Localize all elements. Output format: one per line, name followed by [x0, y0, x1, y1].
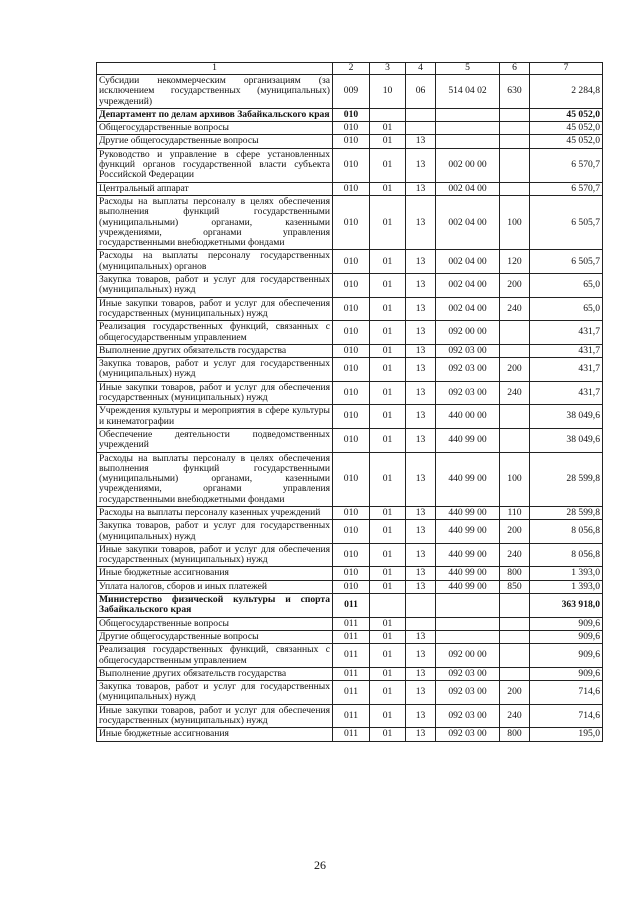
- section-code-cell: 10: [370, 75, 406, 109]
- target-article-cell: 440 99 00: [436, 520, 500, 544]
- target-article-cell: [436, 108, 500, 121]
- table-row: [97, 250, 603, 274]
- target-article-cell: 092 03 00: [436, 381, 500, 405]
- amount-cell: 8 056,8: [530, 520, 603, 544]
- expense-type-cell: 200: [500, 274, 530, 298]
- amount-cell: 38 049,6: [530, 405, 603, 429]
- target-article-cell: 092 03 00: [436, 704, 500, 728]
- target-article-cell: [436, 135, 500, 148]
- section-code-cell: 01: [370, 681, 406, 705]
- expense-type-cell: [500, 405, 530, 429]
- expense-type-cell: 800: [500, 567, 530, 580]
- table-row: [97, 381, 603, 405]
- amount-cell: 909,6: [530, 644, 603, 668]
- table-row: [97, 704, 603, 728]
- item-name-cell: Расходы на выплаты персоналу в целях обеспечения выполнения функций государственными (муниципальными) органами, казенными учреждениями, органами управления государственными внебюджетными фондами: [97, 195, 333, 249]
- target-article-cell: 002 04 00: [436, 274, 500, 298]
- target-article-cell: [436, 122, 500, 135]
- item-name-cell: Общегосударственные вопросы: [97, 122, 333, 135]
- section-code-cell: 01: [370, 321, 406, 345]
- subsection-code-cell: 13: [406, 182, 436, 195]
- amount-cell: 195,0: [530, 728, 603, 741]
- amount-cell: 28 599,8: [530, 506, 603, 519]
- subsection-code-cell: 13: [406, 644, 436, 668]
- amount-cell: 65,0: [530, 274, 603, 298]
- expense-type-cell: 850: [500, 580, 530, 593]
- amount-cell: 45 052,0: [530, 108, 603, 121]
- table-body: [97, 75, 603, 742]
- expense-type-cell: [500, 182, 530, 195]
- expense-type-cell: [500, 667, 530, 680]
- expense-type-cell: [500, 594, 530, 618]
- target-article-cell: 440 00 00: [436, 405, 500, 429]
- item-name-cell: Реализация государственных функций, связанных с общегосударственным управлением: [97, 644, 333, 668]
- item-name-cell: Закупка товаров, работ и услуг для государственных (муниципальных) нужд: [97, 358, 333, 382]
- amount-cell: 45 052,0: [530, 135, 603, 148]
- column-header: 4: [406, 63, 436, 75]
- ministry-code-cell: 010: [333, 108, 370, 121]
- ministry-code-cell: 011: [333, 630, 370, 643]
- budget-table: [96, 62, 603, 742]
- ministry-code-cell: 010: [333, 195, 370, 249]
- table-row: [97, 630, 603, 643]
- table-row: [97, 344, 603, 357]
- ministry-code-cell: 010: [333, 148, 370, 182]
- amount-cell: 6 505,7: [530, 250, 603, 274]
- subsection-code-cell: [406, 594, 436, 618]
- section-code-cell: 01: [370, 567, 406, 580]
- amount-cell: 714,6: [530, 704, 603, 728]
- amount-cell: 1 393,0: [530, 580, 603, 593]
- expense-type-cell: [500, 135, 530, 148]
- table-row: [97, 321, 603, 345]
- expense-type-cell: [500, 630, 530, 643]
- table-row: [97, 428, 603, 452]
- target-article-cell: 092 00 00: [436, 644, 500, 668]
- expense-type-cell: [500, 617, 530, 630]
- section-code-cell: [370, 108, 406, 121]
- subsection-code-cell: [406, 617, 436, 630]
- section-code-cell: 01: [370, 617, 406, 630]
- ministry-code-cell: 010: [333, 580, 370, 593]
- subsection-code-cell: 13: [406, 506, 436, 519]
- ministry-code-cell: 011: [333, 704, 370, 728]
- target-article-cell: 002 04 00: [436, 297, 500, 321]
- item-name-cell: Департамент по делам архивов Забайкальского края: [97, 108, 333, 121]
- expense-type-cell: 120: [500, 250, 530, 274]
- amount-cell: 6 570,7: [530, 182, 603, 195]
- item-name-cell: Реализация государственных функций, связанных с общегосударственным управлением: [97, 321, 333, 345]
- target-article-cell: [436, 630, 500, 643]
- amount-cell: 431,7: [530, 321, 603, 345]
- item-name-cell: Иные закупки товаров, работ и услуг для обеспечения государственных (муниципальных) нужд: [97, 543, 333, 567]
- column-header: 6: [500, 63, 530, 75]
- target-article-cell: 092 03 00: [436, 358, 500, 382]
- subsection-code-cell: 13: [406, 580, 436, 593]
- target-article-cell: 440 99 00: [436, 428, 500, 452]
- amount-cell: 363 918,0: [530, 594, 603, 618]
- section-code-cell: 01: [370, 182, 406, 195]
- target-article-cell: 092 03 00: [436, 667, 500, 680]
- column-header: 3: [370, 63, 406, 75]
- item-name-cell: Расходы на выплаты персоналу в целях обеспечения выполнения функций государственными (муниципальными) органами, казенными учреждениями, органами управления государственными внебюджетными фондами: [97, 452, 333, 506]
- ministry-code-cell: 010: [333, 428, 370, 452]
- column-header: 1: [97, 63, 333, 75]
- amount-cell: 28 599,8: [530, 452, 603, 506]
- amount-cell: 431,7: [530, 344, 603, 357]
- ministry-code-cell: 010: [333, 567, 370, 580]
- expense-type-cell: 200: [500, 358, 530, 382]
- item-name-cell: Иные бюджетные ассигнования: [97, 728, 333, 741]
- subsection-code-cell: 13: [406, 148, 436, 182]
- subsection-code-cell: 13: [406, 520, 436, 544]
- item-name-cell: Министерство физической культуры и спорта Забайкальского края: [97, 594, 333, 618]
- table-row: [97, 594, 603, 618]
- table-row: [97, 108, 603, 121]
- ministry-code-cell: 011: [333, 728, 370, 741]
- amount-cell: 65,0: [530, 297, 603, 321]
- amount-cell: 8 056,8: [530, 543, 603, 567]
- subsection-code-cell: 13: [406, 567, 436, 580]
- subsection-code-cell: 13: [406, 321, 436, 345]
- section-code-cell: 01: [370, 297, 406, 321]
- ministry-code-cell: 010: [333, 381, 370, 405]
- section-code-cell: 01: [370, 358, 406, 382]
- item-name-cell: Закупка товаров, работ и услуг для государственных (муниципальных) нужд: [97, 274, 333, 298]
- subsection-code-cell: 13: [406, 405, 436, 429]
- subsection-code-cell: 13: [406, 381, 436, 405]
- table-row: [97, 644, 603, 668]
- amount-cell: 2 284,8: [530, 75, 603, 109]
- table-row: [97, 452, 603, 506]
- target-article-cell: 440 99 00: [436, 580, 500, 593]
- subsection-code-cell: 13: [406, 250, 436, 274]
- target-article-cell: 514 04 02: [436, 75, 500, 109]
- expense-type-cell: [500, 428, 530, 452]
- expense-type-cell: 200: [500, 520, 530, 544]
- amount-cell: 909,6: [530, 667, 603, 680]
- subsection-code-cell: 13: [406, 274, 436, 298]
- table-row: [97, 182, 603, 195]
- ministry-code-cell: 010: [333, 358, 370, 382]
- table-row: [97, 148, 603, 182]
- section-code-cell: 01: [370, 274, 406, 298]
- item-name-cell: Обеспечение деятельности подведомственных учреждений: [97, 428, 333, 452]
- expense-type-cell: [500, 321, 530, 345]
- ministry-code-cell: 010: [333, 543, 370, 567]
- target-article-cell: 002 04 00: [436, 195, 500, 249]
- subsection-code-cell: [406, 122, 436, 135]
- expense-type-cell: 800: [500, 728, 530, 741]
- item-name-cell: Иные закупки товаров, работ и услуг для обеспечения государственных (муниципальных) нужд: [97, 381, 333, 405]
- section-code-cell: 01: [370, 452, 406, 506]
- table-row: [97, 195, 603, 249]
- table-row: [97, 681, 603, 705]
- column-header: 5: [436, 63, 500, 75]
- item-name-cell: Другие общегосударственные вопросы: [97, 135, 333, 148]
- section-code-cell: 01: [370, 135, 406, 148]
- ministry-code-cell: 010: [333, 405, 370, 429]
- subsection-code-cell: 13: [406, 630, 436, 643]
- section-code-cell: 01: [370, 644, 406, 668]
- target-article-cell: [436, 617, 500, 630]
- subsection-code-cell: [406, 108, 436, 121]
- page-number: 26: [314, 858, 326, 872]
- expense-type-cell: [500, 148, 530, 182]
- item-name-cell: Иные закупки товаров, работ и услуг для обеспечения государственных (муниципальных) нужд: [97, 704, 333, 728]
- section-code-cell: [370, 594, 406, 618]
- ministry-code-cell: 010: [333, 135, 370, 148]
- expense-type-cell: 240: [500, 704, 530, 728]
- item-name-cell: Расходы на выплаты персоналу государственных (муниципальных) органов: [97, 250, 333, 274]
- target-article-cell: 440 99 00: [436, 567, 500, 580]
- table-row: [97, 667, 603, 680]
- expense-type-cell: 630: [500, 75, 530, 109]
- table-row: [97, 728, 603, 741]
- column-number-row: [97, 63, 603, 75]
- subsection-code-cell: 06: [406, 75, 436, 109]
- subsection-code-cell: 13: [406, 358, 436, 382]
- target-article-cell: 092 03 00: [436, 728, 500, 741]
- table-row: [97, 358, 603, 382]
- amount-cell: 38 049,6: [530, 428, 603, 452]
- item-name-cell: Иные бюджетные ассигнования: [97, 567, 333, 580]
- section-code-cell: 01: [370, 250, 406, 274]
- section-code-cell: 01: [370, 506, 406, 519]
- expense-type-cell: [500, 644, 530, 668]
- table-row: [97, 75, 603, 109]
- subsection-code-cell: 13: [406, 728, 436, 741]
- table-row: [97, 506, 603, 519]
- ministry-code-cell: 009: [333, 75, 370, 109]
- subsection-code-cell: 13: [406, 297, 436, 321]
- amount-cell: 6 505,7: [530, 195, 603, 249]
- section-code-cell: 01: [370, 381, 406, 405]
- item-name-cell: Иные закупки товаров, работ и услуг для обеспечения государственных (муниципальных) нужд: [97, 297, 333, 321]
- expense-type-cell: 240: [500, 543, 530, 567]
- ministry-code-cell: 010: [333, 122, 370, 135]
- table-row: [97, 135, 603, 148]
- target-article-cell: 002 04 00: [436, 250, 500, 274]
- ministry-code-cell: 010: [333, 297, 370, 321]
- target-article-cell: 440 99 00: [436, 506, 500, 519]
- expense-type-cell: 100: [500, 452, 530, 506]
- subsection-code-cell: 13: [406, 135, 436, 148]
- ministry-code-cell: 010: [333, 520, 370, 544]
- target-article-cell: 440 99 00: [436, 543, 500, 567]
- ministry-code-cell: 010: [333, 321, 370, 345]
- expense-type-cell: 240: [500, 381, 530, 405]
- column-header: 2: [333, 63, 370, 75]
- item-name-cell: Расходы на выплаты персоналу казенных учреждений: [97, 506, 333, 519]
- section-code-cell: 01: [370, 122, 406, 135]
- section-code-cell: 01: [370, 704, 406, 728]
- item-name-cell: Учреждения культуры и мероприятия в сфере культуры и кинематографии: [97, 405, 333, 429]
- item-name-cell: Руководство и управление в сфере установленных функций органов государственной власти субъекта Российской Федерации: [97, 148, 333, 182]
- item-name-cell: Выполнение других обязательств государства: [97, 344, 333, 357]
- subsection-code-cell: 13: [406, 195, 436, 249]
- item-name-cell: Закупка товаров, работ и услуг для государственных (муниципальных) нужд: [97, 681, 333, 705]
- target-article-cell: 092 03 00: [436, 681, 500, 705]
- amount-cell: 45 052,0: [530, 122, 603, 135]
- item-name-cell: Другие общегосударственные вопросы: [97, 630, 333, 643]
- amount-cell: 431,7: [530, 358, 603, 382]
- column-header: 7: [530, 63, 603, 75]
- subsection-code-cell: 13: [406, 681, 436, 705]
- section-code-cell: 01: [370, 344, 406, 357]
- target-article-cell: 440 99 00: [436, 452, 500, 506]
- subsection-code-cell: 13: [406, 704, 436, 728]
- amount-cell: 714,6: [530, 681, 603, 705]
- expense-type-cell: 100: [500, 195, 530, 249]
- amount-cell: 909,6: [530, 630, 603, 643]
- item-name-cell: Общегосударственные вопросы: [97, 617, 333, 630]
- ministry-code-cell: 011: [333, 681, 370, 705]
- document-page: [96, 62, 602, 742]
- ministry-code-cell: 010: [333, 452, 370, 506]
- ministry-code-cell: 011: [333, 667, 370, 680]
- subsection-code-cell: 13: [406, 543, 436, 567]
- ministry-code-cell: 011: [333, 644, 370, 668]
- target-article-cell: 092 00 00: [436, 321, 500, 345]
- target-article-cell: 002 00 00: [436, 148, 500, 182]
- table-row: [97, 274, 603, 298]
- ministry-code-cell: 010: [333, 274, 370, 298]
- section-code-cell: 01: [370, 667, 406, 680]
- item-name-cell: Выполнение других обязательств государства: [97, 667, 333, 680]
- target-article-cell: 092 03 00: [436, 344, 500, 357]
- expense-type-cell: [500, 108, 530, 121]
- section-code-cell: 01: [370, 728, 406, 741]
- item-name-cell: Уплата налогов, сборов и иных платежей: [97, 580, 333, 593]
- subsection-code-cell: 13: [406, 428, 436, 452]
- expense-type-cell: 110: [500, 506, 530, 519]
- item-name-cell: Закупка товаров, работ и услуг для государственных (муниципальных) нужд: [97, 520, 333, 544]
- expense-type-cell: [500, 344, 530, 357]
- table-row: [97, 567, 603, 580]
- subsection-code-cell: 13: [406, 667, 436, 680]
- table-row: [97, 543, 603, 567]
- amount-cell: 1 393,0: [530, 567, 603, 580]
- item-name-cell: Субсидии некоммерческим организациям (за исключением государственных (муниципальных) учреждений): [97, 75, 333, 109]
- ministry-code-cell: 010: [333, 250, 370, 274]
- target-article-cell: [436, 594, 500, 618]
- section-code-cell: 01: [370, 630, 406, 643]
- ministry-code-cell: 011: [333, 594, 370, 618]
- expense-type-cell: 240: [500, 297, 530, 321]
- section-code-cell: 01: [370, 543, 406, 567]
- section-code-cell: 01: [370, 195, 406, 249]
- section-code-cell: 01: [370, 148, 406, 182]
- table-row: [97, 122, 603, 135]
- section-code-cell: 01: [370, 428, 406, 452]
- ministry-code-cell: 010: [333, 344, 370, 357]
- ministry-code-cell: 010: [333, 506, 370, 519]
- ministry-code-cell: 011: [333, 617, 370, 630]
- ministry-code-cell: 010: [333, 182, 370, 195]
- table-row: [97, 520, 603, 544]
- target-article-cell: 002 04 00: [436, 182, 500, 195]
- section-code-cell: 01: [370, 580, 406, 593]
- table-row: [97, 580, 603, 593]
- item-name-cell: Центральный аппарат: [97, 182, 333, 195]
- table-row: [97, 617, 603, 630]
- table-row: [97, 297, 603, 321]
- amount-cell: 6 570,7: [530, 148, 603, 182]
- section-code-cell: 01: [370, 405, 406, 429]
- expense-type-cell: 200: [500, 681, 530, 705]
- subsection-code-cell: 13: [406, 344, 436, 357]
- amount-cell: 909,6: [530, 617, 603, 630]
- section-code-cell: 01: [370, 520, 406, 544]
- expense-type-cell: [500, 122, 530, 135]
- table-row: [97, 405, 603, 429]
- subsection-code-cell: 13: [406, 452, 436, 506]
- amount-cell: 431,7: [530, 381, 603, 405]
